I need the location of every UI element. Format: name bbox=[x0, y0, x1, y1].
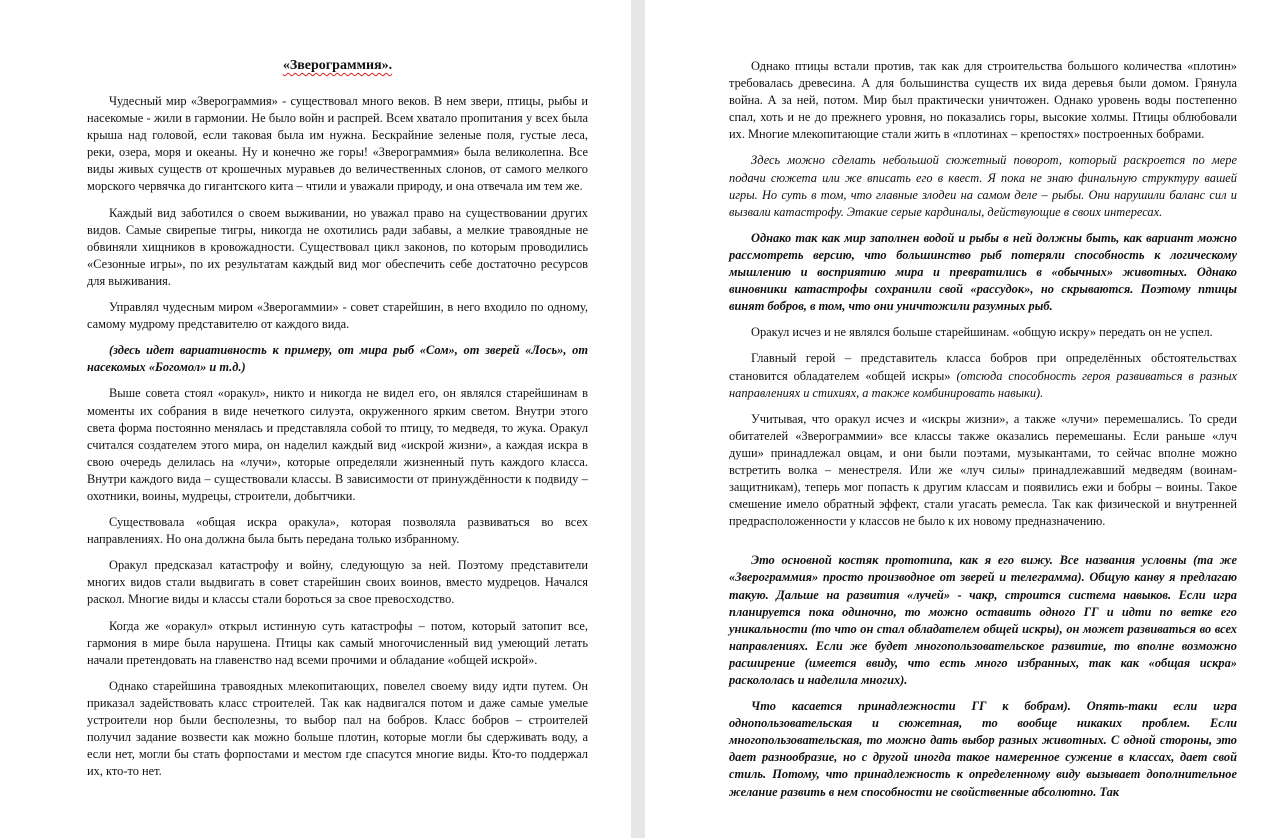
paragraph-mixed bbox=[729, 350, 1237, 401]
paragraph-text: Главный герой – представитель класса бобров при определённых обстоятельствах становится обладателем «общей искры» bbox=[729, 351, 1237, 383]
title-text: «Зверограммия». bbox=[282, 58, 393, 73]
document-title bbox=[87, 58, 588, 74]
document-page-right bbox=[645, 0, 1270, 838]
paragraph: Управлял чудесным миром «Зверогаммии» - совет старейшин, в него входило по одному, самому мудрому представителю от каждого вида. bbox=[87, 300, 588, 332]
paragraph: Однако старейшина травоядных млекопитающих, повелел своему виду идти путем. Он приказал задействовать класс строителей. Так как надвигался потом и даже самые умелые устроители нор были бесполезны, то выбор пал на бобров. Класс бобров – строителей получил задание возвести как можно больше плотин, которые могли бы сдерживать воду, а если нет, могли бы стать форпостами и местом где спасутся многие виды. Кто-то поддержал их, кто-то нет. bbox=[87, 678, 588, 779]
paragraph: Существовала «общая искра оракула», которая позволяла развиваться во всех направлениях. Но она должна была быть передана только избранному. bbox=[87, 515, 588, 547]
document-page-left bbox=[0, 0, 631, 838]
paragraph: Чудесный мир «Зверограммия» - существовал много веков. В нем звери, птицы, рыбы и насекомые - жили в гармонии. Не было войн и распрей. Всем хватало пропитания у всех была крыша над головой, если таковая была им нужна. Бескрайние зеленые поля, густые леса, реки, озера, моря и океаны. Ну и конечно же горы! «Зверограммия» была великолепна. Все виды живых существ от крошечных муравьев до величественных слонов, от самого мелкого морского червячка до гигантского кита – чтили и уважали природу, и она отвечала им тем же. bbox=[87, 94, 588, 194]
paragraph-note: Однако так как мир заполнен водой и рыбы в ней должны быть, как вариант можно рассмотреть версию, что большинство рыб потеряли способность к логическому мышлению и восприятию мира и превратились в «обычных» животных. Однако виновники катастрофы сохранили свой «рассудок», но скрываются. Поэтому птицы винят бобров, в том, что они уничтожили разумных рыб. bbox=[729, 230, 1237, 314]
paragraph-note: (здесь идет вариативность к примеру, от мира рыб «Сом», от зверей «Лось», от насекомых «Богомол» и т.д.) bbox=[87, 343, 588, 375]
paragraph: Когда же «оракул» открыл истинную суть катастрофы – потом, который затопит все, гармония в мире была нарушена. Птицы как самый многочисленный вид умеющий летать начали претендовать на главенство над всеми прочими и обладание «общей искрой». bbox=[87, 618, 588, 667]
paragraph-italic-text: (отсюда способность героя развиваться в разных направлениях и стихиях, а также комбинировать навыки). bbox=[729, 368, 1237, 400]
paragraph-note: Что касается принадлежности ГГ к бобрам). Опять-таки если игра однопользовательская и сюжетная, то вообще никаких проблем. Если многопользовательская, то можно дать выбор разных животных. С одной стороны, это дает разнообразие, но с другой иногда такое намеренное сужение в классах, дает свой стиль. Потому, что принадлежность к определенному виду вызывает дополнительное желание развить в нем способности не свойственные абсолютно. Так bbox=[729, 699, 1237, 799]
paragraph: Учитывая, что оракул исчез и «искры жизни», а также «лучи» перемешались. То среди обитателей «Зверограммии» все классы также оказались перемешаны. Если раньше «луч души» принадлежал овцам, и они были поэтами, музыкантами, то сейчас вполне можно встретить волка – менестреля. Или же «луч силы» принадлежавший медведям (воинам-защитникам), теперь мог попасть к другим классам и появились ежи и бобры – воины. Такое смешение имело обратный эффект, стали угасать ремесла. Так как физической и внутренней предрасположенности у классов не было к их новому предназначению. bbox=[729, 411, 1237, 529]
paragraph: Выше совета стоял «оракул», никто и никогда не видел его, он являлся старейшинам в моменты их собрания в виде нечеткого силуэта, окруженного ярким светом. Внутри этого света форма постоянно менялась и представляла собой то птицу, то медведя, то жука. Оракул считался создателем этого мира, он наделил каждый вид «искрой жизни», а каждая искра в свою очередь делилась на «лучи», которые определяли жизненный путь каждого класса. Внутри каждого вида – существовали классы. В зависимости от принуждённости к подвиду – охотники, воины, мудрецы, строители, добытчики. bbox=[87, 386, 588, 503]
paragraph: Каждый вид заботился о своем выживании, но уважал право на существовании других видов. Самые свирепые тигры, никогда не охотились ради забавы, а мелкие травоядные не обвиняли хищников в кровожадности. Существовал цикл законов, по которым проводились «Сезонные игры», по их результатам каждый вид мог обеспечить себе достаточно ресурсов для выживания. bbox=[87, 205, 588, 288]
paragraph: Оракул предсказал катастрофу и войну, следующую за ней. Поэтому представители многих видов стали выдвигать в совет старейшин своих воинов, вместо мудрецов. Начался раскол. Многие виды и классы стали бороться за свое превосходство. bbox=[87, 558, 588, 607]
paragraph: Однако птицы встали против, так как для строительства большого количества «плотин» требовалась древесина. А для большинства существ их вида деревья были домом. Грянула война. А за ней, потом. Мир был практически уничтожен. Однако уровень воды постепенно спал, хоть и не до прежнего уровня, но показались горы, высокие холмы. Птицы облюбовали их. Многие млекопитающие стали жить в «плотинах – крепостях» построенных бобрами. bbox=[729, 59, 1237, 142]
paragraph-comment: Здесь можно сделать небольшой сюжетный поворот, который раскроется по мере подачи сюжета или же вписать его в квест. Я пока не знаю финальную структуру вашей игры. Но суть в том, что главные злодеи на самом деле – рыбы. Они нарушили баланс сил и вызвали катастрофу. Этакие серые кардиналы, действующие в своих интересах. bbox=[729, 153, 1237, 219]
paragraph: Оракул исчез и не являлся больше старейшинам. «общую искру» передать он не успел. bbox=[751, 325, 1213, 340]
paragraph-note: Это основной костяк прототипа, как я его вижу. Все названия условны (та же «Зверограммия» просто производное от зверей и телеграмма). Общую канву я предлагаю такую. Дальше на развития «лучей» - чакр, строится система навыков. Если игра планируется пока одиночно, то можно оставить одного ГГ и идти по ветке его уникальности (то что он стал обладателем общей искры), он может развиваться во всех направлениях. Если же будет многопользовательское развитие, то вполне возможно расширение (имеется ввиду, что есть много избранных, так как «общая искра» раскололась и наделила многих). bbox=[729, 553, 1237, 687]
